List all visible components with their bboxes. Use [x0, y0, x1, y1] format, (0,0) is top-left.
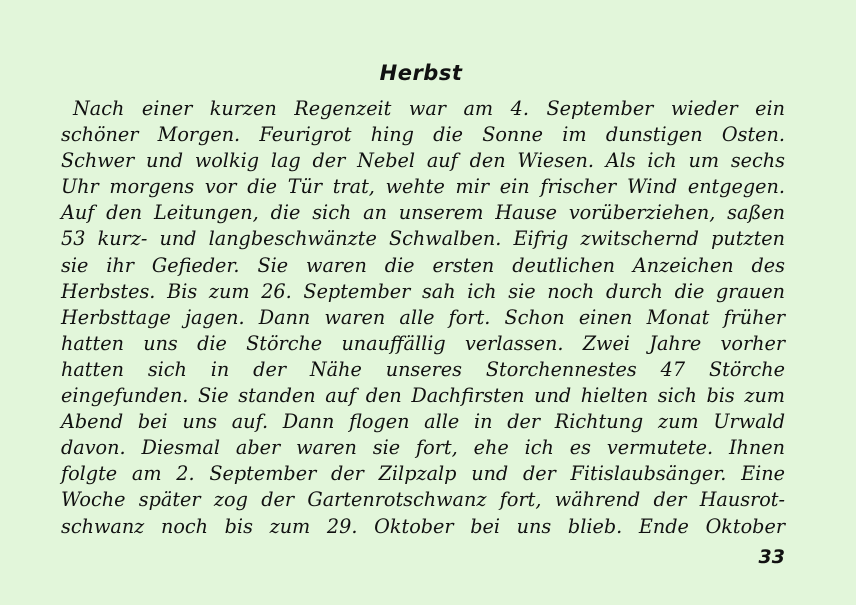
- body-text: [61, 96, 785, 540]
- text-line: schwanz noch bis zum 29. Oktober bei uns blieb. Ende Oktober: [61, 514, 785, 538]
- text-line: schöner Morgen. Feurigrot hing die Sonne im dunstigen Osten.: [61, 123, 785, 147]
- text-line: sie ihr Gefieder. Sie waren die ersten deutlichen Anzeichen des: [61, 253, 785, 277]
- text-line: Auf den Leitungen, die sich an unserem Hause vorüberziehen, saßen: [61, 201, 785, 225]
- text-line: hatten sich in der Nähe unseres Storchennestes 47 Störche: [61, 357, 785, 381]
- text-line: Abend bei uns auf. Dann flogen alle in der Richtung zum Urwald: [61, 410, 785, 434]
- text-line: hatten uns die Störche unauffällig verlassen. Zwei Jahre vorher: [61, 331, 785, 355]
- text-line: Uhr morgens vor die Tür trat, wehte mir ein frischer Wind entgegen.: [61, 175, 785, 199]
- text-line: Nach einer kurzen Regenzeit war am 4. September wieder ein: [73, 97, 785, 120]
- text-line: Woche später zog der Gartenrotschwanz fort, während der Hausrot-: [61, 488, 785, 512]
- text-line: folgte am 2. September der Zilpzalp und der Fitislaubsänger. Eine: [61, 462, 785, 486]
- text-line: eingefunden. Sie standen auf den Dachfirsten und hielten sich bis zum: [61, 384, 785, 408]
- page-title: Herbst: [379, 61, 463, 85]
- text-line: Herbstes. Bis zum 26. September sah ich sie noch durch die grauen: [61, 279, 785, 303]
- text-line: Herbsttage jagen. Dann waren alle fort. Schon einen Monat früher: [61, 305, 785, 329]
- text-line: davon. Diesmal aber waren sie fort, ehe ich es vermutete. Ihnen: [61, 436, 785, 460]
- text-line: 53 kurz- und langbeschwänzte Schwalben. Eifrig zwitschernd putzten: [61, 227, 785, 251]
- page-number: 33: [758, 546, 785, 568]
- text-line: Schwer und wolkig lag der Nebel auf den Wiesen. Als ich um sechs: [61, 149, 785, 173]
